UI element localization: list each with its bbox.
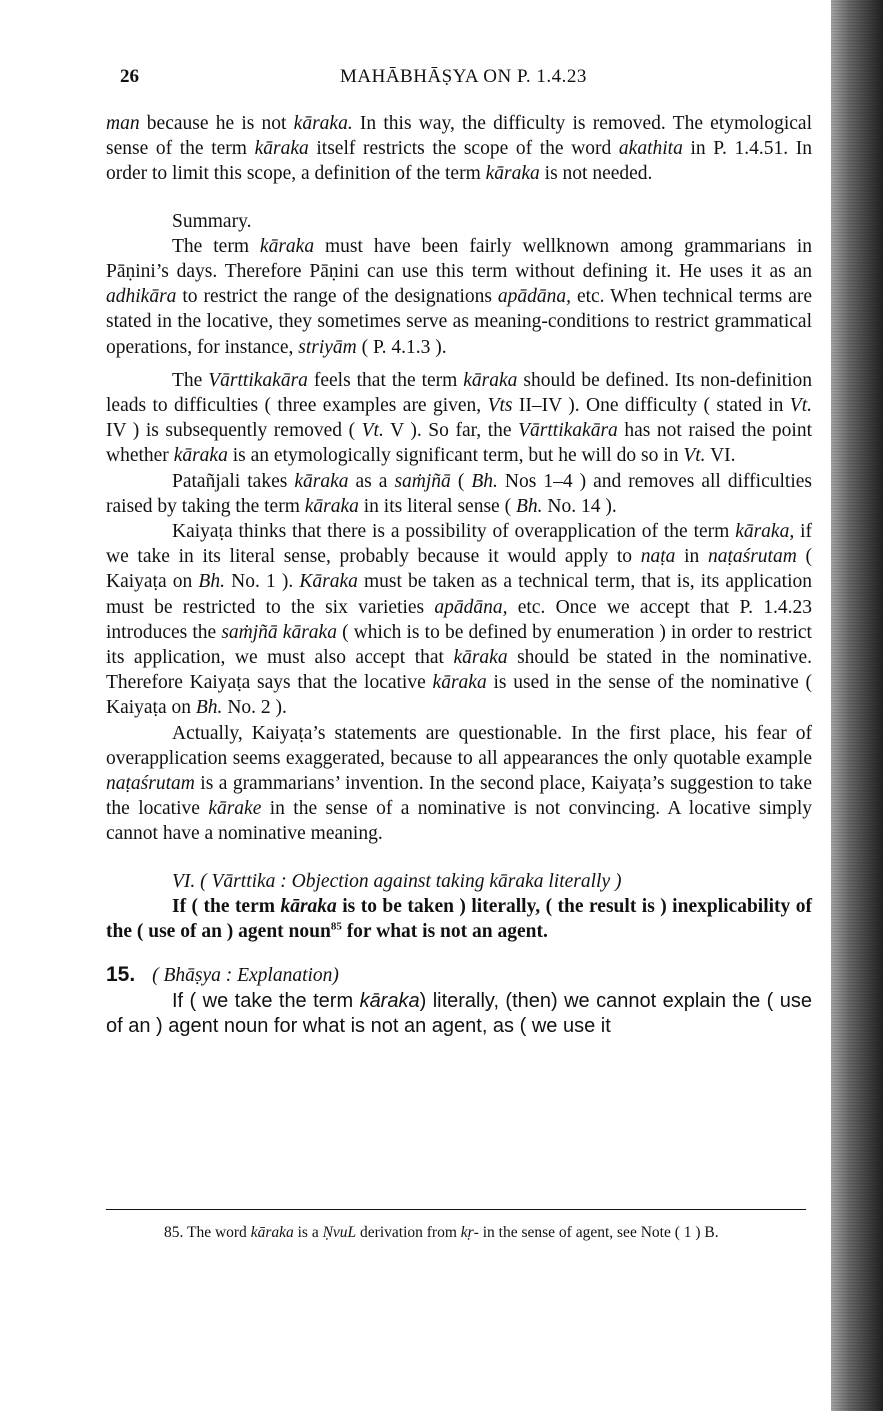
paragraph-1: man because he is not kāraka. In this way, the difficulty is removed. The etymological sense of the term kāraka itself restricts the scope of the word akathita in P. 1.4.51. In order to limit this scope, a definition of the term kāraka is not needed. bbox=[106, 113, 812, 185]
italic-term: Kāraka bbox=[299, 571, 358, 593]
varttika-heading: VI. ( Vārttika : Objection against taking kāraka literally ) bbox=[172, 870, 622, 892]
varttika-text: If ( the term kāraka is to be taken ) literally, ( the result is ) inexplicability of the ( use of an ) agent noun$^{85}$ for what is not an agent. bbox=[106, 895, 812, 943]
italic-term: kārake bbox=[208, 798, 262, 820]
bhasya-number: 15. bbox=[106, 963, 136, 987]
bhasya-heading bbox=[106, 962, 812, 988]
italic-term: kṛ- bbox=[460, 1224, 479, 1241]
italic-term: saṁjñā kāraka bbox=[221, 621, 337, 643]
italic-term: ṆvuL bbox=[322, 1224, 357, 1241]
italic-term: Vt. bbox=[361, 420, 384, 442]
bhasya-heading-text: ( Bhāṣya : Explanation) bbox=[152, 965, 339, 987]
running-title: MAHĀBHĀṢYA ON P. 1.4.23 bbox=[340, 66, 587, 87]
italic-term: kāraka bbox=[453, 647, 508, 669]
italic-term: Vt. bbox=[683, 445, 706, 467]
italic-term: kāraka bbox=[485, 163, 540, 185]
italic-term: Bh. bbox=[515, 495, 543, 517]
paragraph-3: The Vārttikakāra feels that the term kāraka should be defined. Its non-definition leads to difficulties ( three examples are given, Vts II–IV ). One difficulty ( stated in Vt. IV ) is subsequently removed ( Vt. V ). So far, the Vārttikakāra has not raised the point whether kāraka is an etymologically significant term, but he will do so in Vt. VI. bbox=[106, 369, 812, 467]
italic-term: apādāna, bbox=[497, 286, 572, 308]
summary-heading: Summary. bbox=[172, 210, 252, 232]
italic-term: kāraka bbox=[254, 138, 309, 160]
italic-term: Bh. bbox=[471, 470, 498, 492]
italic-term: kāraka, bbox=[735, 521, 795, 543]
italic-term: Vt. bbox=[789, 395, 812, 417]
italic-term: kāraka bbox=[280, 895, 337, 917]
paragraph-6: Actually, Kaiyaṭa’s statements are questionable. In the first place, his fear of overapplication seems exaggerated, because to all appearances the only quotable example naṭaśrutam is a grammarians’ invention. In the second place, Kaiyaṭa’s suggestion to take the locative kārake in the sense of a nominative is not convincing. A locative simply cannot have a nominative meaning. bbox=[106, 722, 812, 845]
paragraph-4: Patañjali takes kāraka as a saṁjñā ( Bh. Nos 1–4 ) and removes all difficulties raised by taking the term kāraka in its literal sense ( Bh. No. 14 ). bbox=[106, 470, 812, 517]
italic-term: kāraka bbox=[432, 672, 487, 694]
italic-term: Vts bbox=[487, 395, 513, 417]
bhasya-text: If ( we take the term kāraka) literally, (then) we cannot explain the ( use of an ) agent noun for what is not an agent, as ( we use it bbox=[106, 989, 812, 1037]
page-header bbox=[120, 66, 810, 92]
footnote-text: The word kāraka is a ṆvuL derivation from kṛ- in the sense of agent, see Note ( 1 ) B. bbox=[186, 1224, 719, 1241]
italic-term: kāraka bbox=[173, 445, 228, 467]
italic-term: kāraka bbox=[463, 369, 518, 391]
italic-term: naṭa bbox=[640, 546, 676, 568]
footnote-number: 85. bbox=[164, 1224, 184, 1241]
italic-term: kāraka bbox=[259, 235, 315, 257]
italic-term: Bh. bbox=[198, 571, 225, 593]
page-number: 26 bbox=[120, 66, 139, 87]
italic-term: striyām bbox=[298, 336, 357, 358]
page-body bbox=[106, 111, 812, 1039]
footnote-marker: 85 bbox=[330, 920, 342, 933]
paragraph-2: The term kāraka must have been fairly wellknown among grammarians in Pāṇini’s days. Therefore Pāṇini can use this term without defining it. He uses it as an adhikāra to restrict the range of the designations apādāna, etc. When technical terms are stated in the locative, they sometimes serve as meaning-conditions to restrict grammatical operations, for instance, striyām ( P. 4.1.3 ). bbox=[106, 235, 812, 358]
italic-term: kāraka bbox=[359, 989, 420, 1012]
italic-term: naṭaśrutam bbox=[707, 546, 797, 568]
italic-term: Bh. bbox=[195, 697, 223, 719]
italic-term: kāraka bbox=[250, 1224, 294, 1241]
italic-term: saṁjñā bbox=[394, 470, 451, 492]
italic-term: adhikāra bbox=[106, 286, 177, 308]
italic-term: kāraka bbox=[304, 495, 359, 517]
italic-term: man bbox=[106, 113, 140, 134]
italic-term: kāraka. bbox=[293, 113, 353, 134]
footnote bbox=[104, 1222, 810, 1243]
italic-term: naṭaśrutam bbox=[106, 773, 195, 795]
italic-term: akathita bbox=[618, 138, 683, 160]
paragraph-5: Kaiyaṭa thinks that there is a possibility of overapplication of the term kāraka, if we take in its literal sense, probably because it would apply to naṭa in naṭaśrutam ( Kaiyaṭa on Bh. No. 1 ). Kāraka must be taken as a technical term, that is, its application must be restricted to the six varieties apādāna, etc. Once we accept that P. 1.4.23 introduces the saṁjñā kāraka ( which is to be defined by enumeration ) in order to restrict its application, we must also accept that kāraka should be stated in the nominative. Therefore Kaiyaṭa says that the locative kāraka is used in the sense of the nominative ( Kaiyaṭa on Bh. No. 2 ). bbox=[106, 521, 813, 719]
italic-term: Vārttikakāra bbox=[518, 420, 618, 442]
page-edge-shadow bbox=[831, 0, 883, 1411]
italic-term: kāraka bbox=[294, 470, 349, 492]
footnote-rule bbox=[106, 1209, 806, 1210]
italic-term: Vārttikakāra bbox=[208, 369, 308, 391]
italic-term: apādāna, bbox=[434, 596, 508, 618]
